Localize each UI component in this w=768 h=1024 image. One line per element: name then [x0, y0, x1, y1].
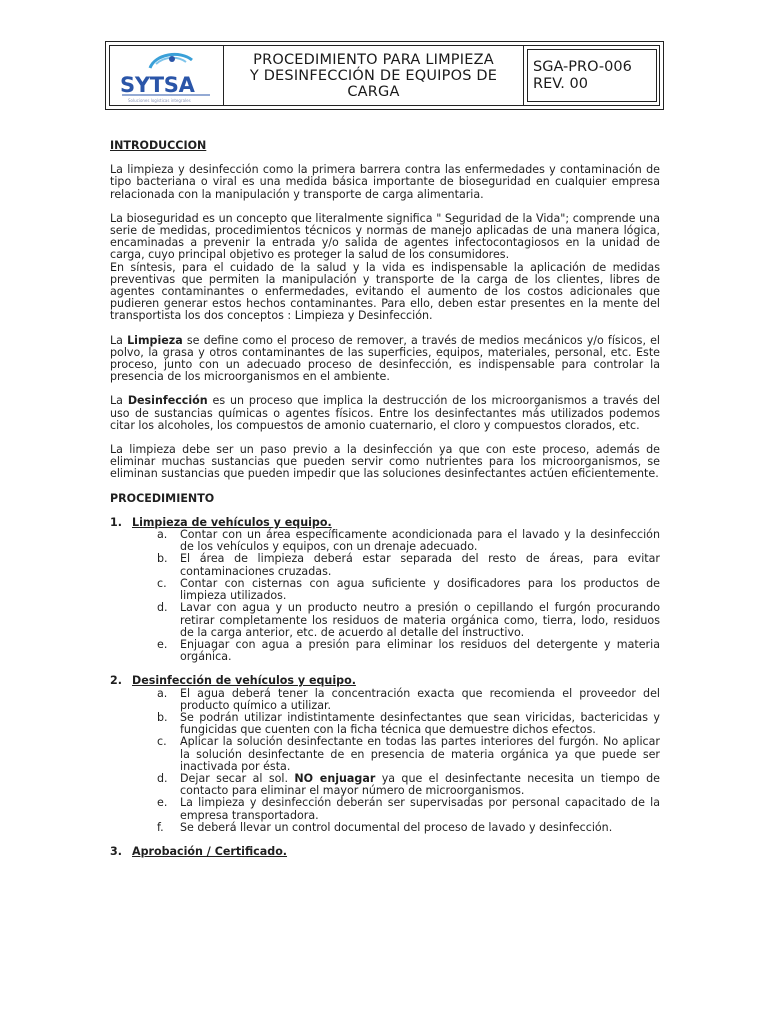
list-item: b. Se podrán utilizar indistintamente desinfectantes que sean viricidas, bactericidas y fungicidas que cuenten con la ficha técnica que demuestre dichos efectos.	[157, 710, 660, 737]
document-body	[110, 140, 660, 858]
term-desinfeccion: Desinfección	[127, 394, 208, 408]
procedure-heading: PROCEDIMIENTO	[110, 491, 215, 505]
intro-paragraph: La limpieza y desinfección como la primera barrera contra las enfermedades y contaminación de tipo bacteriana o viral es una medida básica importante de bioseguridad en cualquier empresa relacionada con la manipulación y transporte de carga alimentaria.	[110, 163, 660, 201]
list-item: c. Contar con cisternas con agua suficiente y dosificadores para los productos de limpieza utilizados.	[157, 576, 660, 603]
list-item: f. Se deberá llevar un control documental del proceso de lavado y desinfección.	[157, 820, 613, 834]
logo-tagline: Soluciones logísticas integrales	[128, 98, 191, 103]
document-title	[224, 46, 524, 105]
list-item: a. El agua deberá tener la concentración exacta que recomienda el proveedor del producto químico a utilizar.	[157, 686, 660, 712]
list-item: c. Aplicar la solución desinfectante en todas las partes interiores del furgón. No aplicar la solución desinfectante de en presencia de materia orgánica ya que puede ser inactivada por ésta.	[157, 735, 660, 773]
intro-paragraph: La limpieza debe ser un paso previo a la desinfección ya que con este proceso, además de eliminar muchas sustancias que pueden servir como nutrientes para los microorganismos, se eliminan sustancias que pueden impedir que las soluciones desinfectantes actúen eficientemente.	[110, 443, 660, 481]
list-item: d. Dejar secar al sol. NO enjuagar ya que el desinfectante necesita un tiempo de contacto para eliminar el mayor número de microorganismos.	[157, 771, 660, 798]
document-code-box	[527, 49, 657, 102]
list-item: e. La limpieza y desinfección deberán ser supervisadas por personal capacitado de la empresa transportadora.	[157, 796, 660, 822]
section-1-title: 1. Limpieza de vehículos y equipo.	[110, 515, 332, 529]
section-2-title: 2. Desinfección de vehículos y equipo.	[110, 674, 356, 688]
document-code: SGA-PRO-006	[533, 58, 632, 75]
intro-paragraph: En síntesis, para el cuidado de la salud y la vida es indispensable la aplicación de medidas preventivas que permiten la manipulación y transporte de la carga de los clientes, libres de agentes contaminantes o enfermedades, evitando el aumento de los costos adicionales que pudieren generar estos hechos contaminantes. Para ello, deben estar presentes en la mente del transportista los dos conceptos : Limpieza y Desinfección.	[110, 260, 660, 323]
company-logo	[110, 46, 224, 105]
title-line: Y DESINFECCIÓN DE EQUIPOS DE	[249, 67, 498, 84]
no-rinse-warning: NO enjuagar	[294, 771, 376, 785]
title-line: PROCEDIMIENTO PARA LIMPIEZA	[253, 51, 494, 68]
list-item: b. El área de limpieza deberá estar separada del resto de áreas, para evitar contaminaciones cruzadas.	[157, 552, 660, 578]
list-item: d. Lavar con agua y un producto neutro a presión o cepillando el furgón procurando retirar completamente los residuos de materia orgánica como, tierra, lodo, residuos de la carga anterior, etc. de acuerdo al detalle del instructivo.	[157, 601, 660, 639]
section-3-title: 3. Aprobación / Certificado.	[110, 844, 288, 858]
section-2-list	[110, 688, 660, 834]
title-line: CARGA	[347, 83, 400, 100]
revision-number: REV. 00	[533, 75, 588, 92]
list-item: a. Contar con un área específicamente acondicionada para el lavado y la desinfección de los vehículos y equipos, con un drenaje adecuado.	[157, 528, 660, 554]
intro-paragraph: La bioseguridad es un concepto que literalmente significa " Seguridad de la Vida"; comprende una serie de medidas, procedimientos técnicos y normas de manejo aplicadas de una manera lógica, encaminadas a prevenir la entrada y/o salida de agentes infectocontagiosos en la unidad de carga, cuyo principal objetivo es proteger la salud de los consumidores.	[110, 211, 660, 262]
logo-text: SYTSA	[120, 73, 195, 97]
cleaning-definition: La Limpieza se define como el proceso de remover, a través de medios mecánicos y/o físicos, el polvo, la grasa y otros contaminantes de las superficies, equipos, materiales, personal, etc. Este proceso, junto con un adecuado proceso de desinfección, es indispensable para controlar la presencia de los microorganismos en el ambiente.	[110, 333, 660, 384]
intro-heading: INTRODUCCION	[110, 139, 207, 152]
section-1-list	[110, 529, 660, 663]
disinfection-definition: La Desinfección es un proceso que implica la destrucción de los microorganismos a través del uso de sustancias químicas o agentes físicos. Entre los desinfectantes más utilizados podemos citar los alcoholes, los compuestos de amonio cuaternario, el cloro y compuestos clorados, etc.	[110, 394, 660, 432]
list-item: e. Enjuagar con agua a presión para eliminar los residuos del detergente y materia orgánica.	[157, 637, 660, 664]
term-limpieza: Limpieza	[127, 333, 183, 347]
document-header	[105, 41, 664, 110]
